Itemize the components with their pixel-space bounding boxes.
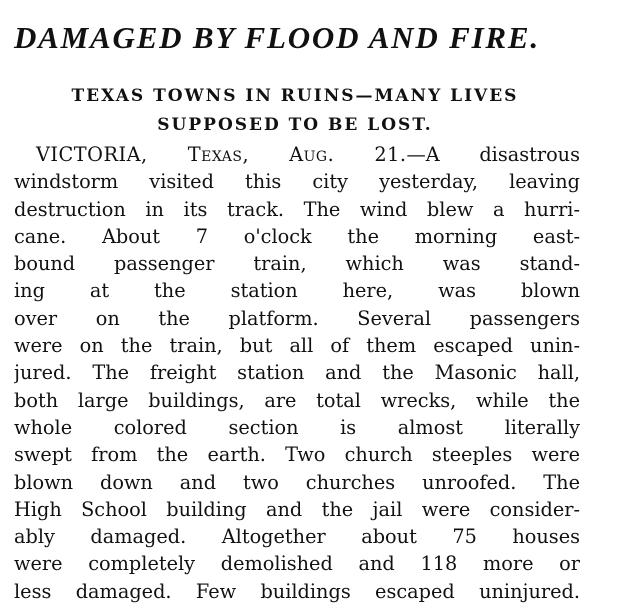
body-line: less damaged. Few buildings escaped uninjured.: [14, 579, 580, 603]
body-line: were completely demolished and 118 more or: [14, 552, 580, 576]
body-line: ing at the station here, was blown: [14, 279, 580, 303]
body-line: blown down and two churches unroofed. The: [14, 470, 580, 494]
body-line: windstorm visited this city yesterday, leaving: [14, 170, 580, 194]
article-dateline: VICTORIA, Texas, Aug. 21.: [36, 143, 407, 166]
body-line: ably damaged. Altogether about 75 houses: [14, 525, 580, 549]
article-subheadline: [10, 82, 580, 140]
body-line: over on the platform. Several passengers: [14, 306, 580, 330]
article-body: [14, 141, 580, 605]
body-line: were on the train, but all of them escaped unin-: [14, 334, 580, 358]
body-line: jured. The freight station and the Masonic hall,: [14, 361, 580, 385]
body-line: both large buildings, are total wrecks, while the: [14, 388, 580, 412]
subheadline-line: TEXAS TOWNS IN RUINS—MANY LIVES: [71, 86, 519, 106]
subheadline-line: SUPPOSED TO BE LOST.: [157, 115, 433, 135]
body-line: bound passenger train, which was stand-: [14, 252, 580, 276]
body-line: destruction in its track. The wind blew a hurri-: [14, 197, 580, 221]
body-line: cane. About 7 o'clock the morning east-: [14, 224, 580, 248]
body-line: [14, 141, 580, 168]
article-headline: DAMAGED BY FLOOD AND FIRE.: [14, 20, 540, 55]
body-line: High School building and the jail were consider-: [14, 497, 580, 521]
body-line-text: —A disastrous: [406, 143, 580, 166]
body-line: whole colored section is almost literally: [14, 415, 580, 439]
body-line: swept from the earth. Two church steeples were: [14, 443, 580, 467]
